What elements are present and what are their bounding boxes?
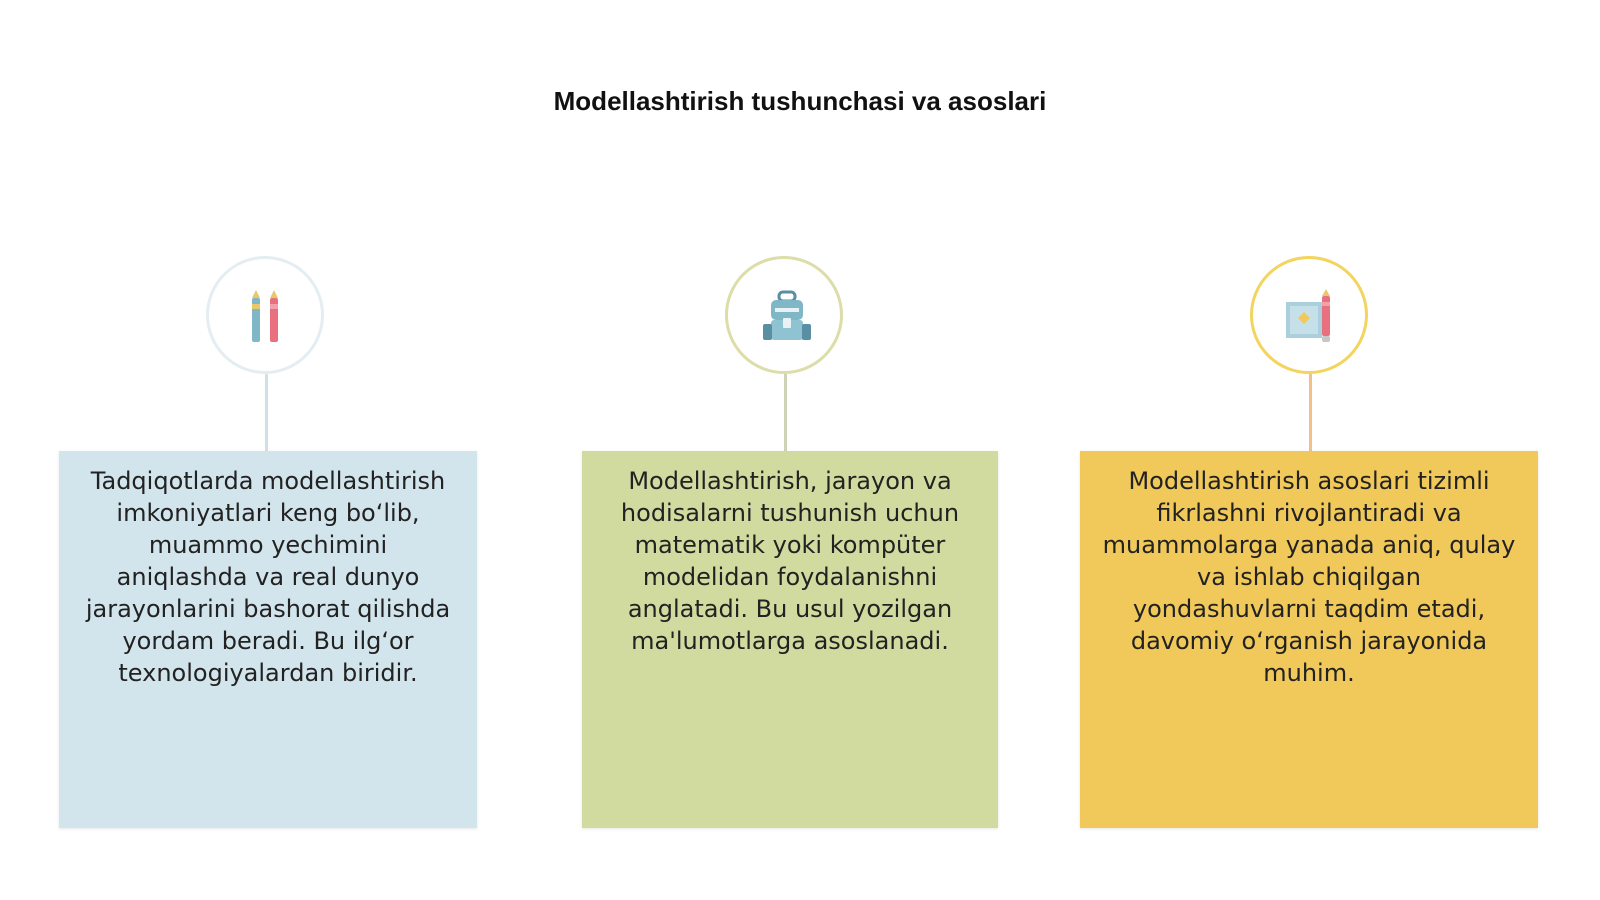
connector-2 [784, 374, 787, 451]
card-1 [59, 451, 477, 828]
slide-title: Modellashtirish tushunchasi va asoslari [553, 86, 1047, 116]
connector-1 [265, 374, 268, 451]
card-1-text: Tadqiqotlarda modellashtirish imkoniyatlari keng bo‘lib, muammo yechimini aniqlashda va real dunyo jarayonlarini bashorat qilishda yordam beradi. Bu ilg‘or texnologiyalardan biridir. [85, 467, 451, 687]
backpack-icon [757, 288, 817, 348]
icon-circle-2 [725, 256, 843, 374]
connector-3 [1309, 374, 1312, 451]
drawing-pencil-icon [1282, 288, 1342, 348]
icon-circle-1 [206, 256, 324, 374]
icon-circle-3 [1250, 256, 1368, 374]
card-2 [582, 451, 998, 828]
card-3 [1080, 451, 1538, 828]
card-3-text: Modellashtirish asoslari tizimli fikrlashni rivojlantiradi va muammolarga yanada aniq, qulay va ishlab chiqilgan yondashuvlarni taqdim etadi, davomiy o‘rganish jarayonida muhim. [1102, 467, 1516, 687]
card-2-text: Modellashtirish, jarayon va hodisalarni tushunish uchun matematik yoki kompüter modelidan foydalanishni anglatadi. Bu usul yozilgan ma'lumotlarga asoslanadi. [620, 467, 960, 655]
pencils-icon [238, 288, 298, 348]
